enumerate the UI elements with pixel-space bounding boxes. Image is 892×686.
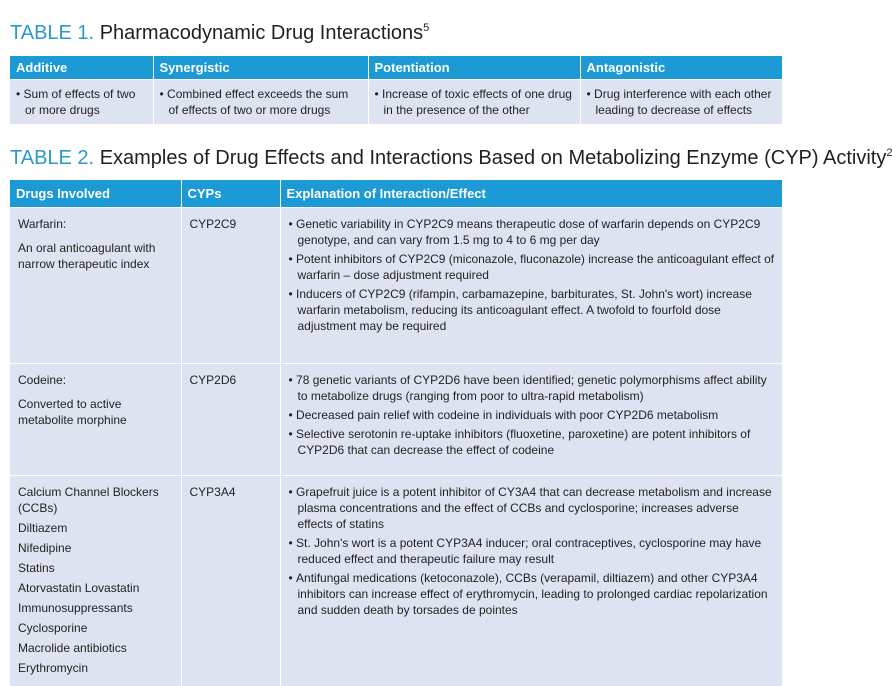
cell-potentiation [368,79,580,124]
header-cyps: CYPs [181,180,280,207]
table-row-ccbs [10,475,782,686]
drugs-cell [10,475,181,686]
header-antagonistic: Antagonistic [580,56,782,79]
effect-item: • Genetic variability in CYP2C9 means therapeutic dose of warfarin depends on CYP2C9 genotype, and can vary from 1.5 mg to 4 to 6 mg per day [289,216,777,248]
effect-item: • Antifungal medications (ketoconazole), CCBs (verapamil, diltiazem) and other CYP3A4 inhibitors can increase effect of erythromycin, leading to prolonged cardiac repolarization and sudden death by torsades de pointes [289,570,777,618]
effect-item: • Grapefruit juice is a potent inhibitor of CY3A4 that can decrease metabolism and increase plasma concentrations and the effect of CCBs and cyclosporine; increases adverse effects of statins [289,484,777,532]
effect-item: • Potent inhibitors of CYP2C9 (miconazole, fluconazole) increase the anticoagulant effect of warfarin – dose adjustment required [289,251,777,283]
effects-cell [280,475,782,686]
drug-name: Calcium Channel Blockers (CCBs) [18,484,159,515]
drug-name: Cyclosporine [18,620,88,635]
cyp-cell: CYP2C9 [181,207,280,363]
bullet-item: • Combined effect exceeds the sum of effects of two or more drugs [160,86,362,118]
header-additive: Additive [10,56,153,79]
drug-description: An oral anticoagulant with narrow therapeutic index [18,240,156,271]
table2-title [10,147,892,170]
effects-cell [280,207,782,363]
table1-title-number: TABLE 1. [10,22,95,44]
drug-name: Codeine: [18,372,67,387]
table1-title-text: Pharmacodynamic Drug Interactions [99,22,424,44]
header-drugs-involved: Drugs Involved [10,180,181,207]
effect-item: • 78 genetic variants of CYP2D6 have been identified; genetic polymorphisms affect ability to metabolize drugs (ranging from poor to ultra-rapid metabolism) [289,372,777,404]
table1-title [10,22,429,45]
drugs-cell [10,363,181,475]
drug-name: Statins [18,560,55,575]
drug-name: Macrolide antibiotics [18,640,127,655]
table-row-codeine [10,363,782,475]
effect-item: • Selective serotonin re-uptake inhibitors (fluoxetine, paroxetine) are potent inhibitors of CYP2D6 that can decrease the effect of codeine [289,426,777,458]
drugs-cell [10,207,181,363]
drug-name: Warfarin: [18,216,67,231]
table1-header-row [10,56,782,79]
table2-header-row [10,180,782,207]
effect-item: • Decreased pain relief with codeine in individuals with poor CYP2D6 metabolism [289,407,777,423]
effect-item: • St. John's wort is a potent CYP3A4 inducer; oral contraceptives, cyclosporine may have reduced effect and therapeutic failure may result [289,535,777,567]
cyp-interactions-table [10,180,782,686]
pharmacodynamic-table [10,56,782,124]
header-explanation: Explanation of Interaction/Effect [280,180,782,207]
effects-cell [280,363,782,475]
table2-title-text: Examples of Drug Effects and Interactions Based on Metabolizing Enzyme (CYP) Activity [99,147,887,169]
bullet-item: • Drug interference with each other leading to decrease of effects [587,86,777,118]
drug-name: Nifedipine [18,540,72,555]
bullet-item: • Sum of effects of two or more drugs [16,86,147,118]
drug-name: Immunosuppressants [18,600,133,615]
cyp-cell: CYP3A4 [181,475,280,686]
table2-title-ref: 2 [886,147,892,159]
table2-title-number: TABLE 2. [10,147,95,169]
cell-antagonistic [580,79,782,124]
cyp-cell: CYP2D6 [181,363,280,475]
effect-item: • Inducers of CYP2C9 (rifampin, carbamazepine, barbiturates, St. John's wort) increase warfarin metabolism, reducing its anticoagulant effect. A twofold to fourfold dose adjustment may be required [289,286,777,334]
drug-name: Atorvastatin Lovastatin [18,580,140,595]
table1-title-ref: 5 [423,22,430,34]
cell-additive [10,79,153,124]
drug-description: Converted to active metabolite morphine [18,396,127,427]
header-synergistic: Synergistic [153,56,368,79]
table1-row [10,79,782,124]
drug-name: Erythromycin [18,660,89,675]
cell-synergistic [153,79,368,124]
table-row-warfarin [10,207,782,363]
header-potentiation: Potentiation [368,56,580,79]
drug-name: Diltiazem [18,520,68,535]
bullet-item: • Increase of toxic effects of one drug in the presence of the other [375,86,574,118]
